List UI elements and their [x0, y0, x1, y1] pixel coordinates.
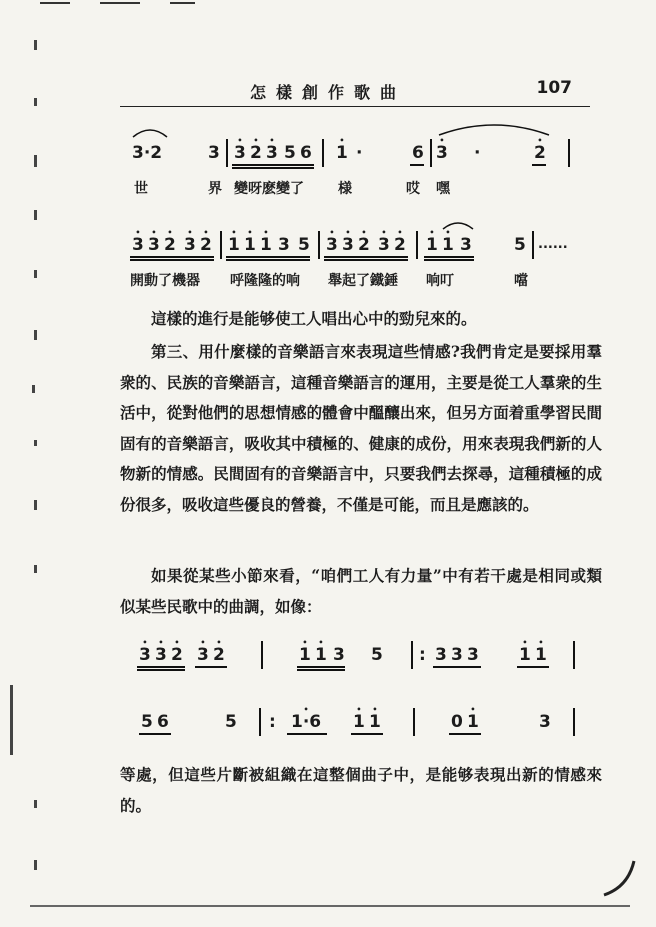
lyric: 變呀麽變了 [234, 181, 304, 197]
note: • 2 [534, 143, 546, 163]
beam-underline [424, 259, 474, 261]
note: 3 [460, 235, 472, 255]
beam-underline [449, 733, 481, 735]
beam-underline [297, 666, 345, 668]
top-scan-marks [30, 0, 230, 12]
bottom-scan-rule [30, 905, 630, 907]
note: • 2 [200, 235, 212, 255]
lyric: 開動了機器 [130, 273, 200, 289]
lyric: 响叮 [426, 273, 454, 289]
note: · [356, 143, 363, 163]
barline [259, 708, 261, 736]
beam-underline [232, 167, 314, 169]
lyric: 世 [134, 181, 148, 197]
beam-underline [433, 666, 481, 668]
beam-underline [130, 259, 214, 261]
page-number: 107 [536, 78, 572, 98]
note: • 2 [358, 235, 370, 255]
note: • 3 [342, 235, 354, 255]
note: • 3 [378, 235, 390, 255]
tie-mark [436, 121, 552, 137]
running-header [120, 78, 590, 107]
beam-underline [195, 666, 227, 668]
note: 6 [412, 143, 424, 163]
note: • 3 [436, 143, 448, 163]
note: • 3 [184, 235, 196, 255]
binding-marks [30, 30, 50, 910]
paragraph-text: 如果從某些小節來看，“咱們工人有力量”中有若干處是相同或類似某些民歌中的曲調，如像： [120, 566, 602, 616]
lyric: 呼隆隆的响 [230, 273, 300, 289]
note: • 1 [228, 235, 240, 255]
paragraph-3 [120, 561, 602, 622]
lyric: 界 [208, 181, 222, 197]
barline [318, 231, 320, 259]
note: · [474, 143, 481, 163]
note: 3 [539, 712, 551, 732]
beam-underline [410, 164, 424, 166]
note: : [269, 712, 276, 732]
note: • 2 [250, 143, 262, 163]
lyric: 舉起了鐵錘 [328, 273, 398, 289]
note: • 2 [171, 645, 183, 665]
beam-underline [297, 669, 345, 671]
barline [416, 231, 418, 259]
note: 3 [435, 645, 447, 665]
paragraph-text: 等處，但這些片斷被組織在這整個曲子中，是能够表現出新的情感來的。 [120, 765, 602, 815]
score-line-3 [135, 645, 595, 669]
note: • 1 [315, 645, 327, 665]
note: 5 [371, 645, 383, 665]
note: • 3 [148, 235, 160, 255]
note: 6 [157, 712, 169, 732]
barline [322, 139, 324, 167]
beam-underline [532, 164, 546, 166]
barline [261, 641, 263, 669]
paragraph-text: 這樣的進行是能够使工人唱出心中的勁兒來的。 [151, 309, 477, 328]
lyric: 哎 [406, 181, 420, 197]
score-line-2 [130, 235, 610, 259]
note: 3·2 [132, 143, 163, 163]
note: • 2 [164, 235, 176, 255]
note: • 1 [535, 645, 547, 665]
beam-underline [424, 256, 474, 258]
note: • 1·6 [291, 712, 321, 732]
note: 5 [141, 712, 153, 732]
note: • 1 [353, 712, 365, 732]
note: • 1 [299, 645, 311, 665]
note: 3 [278, 235, 290, 255]
note: • 1 [260, 235, 272, 255]
barline [226, 139, 228, 167]
note: • 3 [139, 645, 151, 665]
note: • 3 [132, 235, 144, 255]
barline [411, 641, 413, 669]
beam-underline [324, 256, 408, 258]
beam-underline [130, 256, 214, 258]
lyric: 噹 [514, 273, 528, 289]
note: • 1 [244, 235, 256, 255]
lyrics-line-2 [130, 270, 610, 290]
barline [568, 139, 570, 167]
note: ...... [538, 237, 568, 252]
note: 3 [208, 143, 220, 163]
beam-underline [139, 733, 171, 735]
beam-underline [226, 259, 310, 261]
note: : [419, 645, 426, 665]
paragraph-4 [120, 760, 602, 821]
barline [573, 641, 575, 669]
lyric: 様 [338, 181, 352, 197]
beam-underline [137, 669, 185, 671]
beam-underline [351, 733, 383, 735]
header-title: 怎樣創作歌曲 [250, 83, 407, 102]
note: • 3 [155, 645, 167, 665]
note: 6 [300, 143, 312, 163]
score-line-4 [135, 712, 595, 736]
slur-mark [130, 125, 170, 139]
note: • 2 [213, 645, 225, 665]
note: • 1 [336, 143, 348, 163]
beam-underline [324, 259, 408, 261]
beam-underline [226, 256, 310, 258]
barline [430, 139, 432, 167]
note: • 3 [197, 645, 209, 665]
note: 5 [225, 712, 237, 732]
note: 5 [284, 143, 296, 163]
note: 3 [467, 645, 479, 665]
note: 0 [451, 712, 463, 732]
note: 5 [514, 235, 526, 255]
barline [532, 231, 534, 259]
barline [573, 708, 575, 736]
note: 3 [333, 645, 345, 665]
lyric: 嘿 [436, 181, 450, 197]
note: • 1 [519, 645, 531, 665]
scan-curl-mark [598, 859, 638, 899]
paragraph-1 [120, 304, 602, 335]
note: • 2 [394, 235, 406, 255]
note: • 1 [442, 235, 454, 255]
beam-underline [137, 666, 185, 668]
barline [413, 708, 415, 736]
paragraph-2 [120, 337, 602, 520]
note: • 3 [326, 235, 338, 255]
barline [220, 231, 222, 259]
paragraph-text: 第三、用什麼樣的音樂語言來表現這些情感?我們肯定是要採用羣衆的、民族的音樂語言，這種音樂語言的運用，主要是從工人羣衆的生活中，從對他們的思想情感的體會中醞釀出來，但另方面着重學習民間固有的音樂語言，吸收其中積極的、健康的成份，用來表現我們新的人物新的情感。民間固有的音樂語言中，只要我們去探尋，這種積極的成份很多，吸收這些優良的營養，不僅是可能，而且是應該的。 [120, 342, 602, 514]
beam-underline [287, 733, 327, 735]
note: • 1 [369, 712, 381, 732]
lyrics-line-1 [130, 178, 590, 198]
note: 5 [298, 235, 310, 255]
note: • 1 [467, 712, 479, 732]
beam-underline [232, 164, 314, 166]
beam-underline [517, 666, 549, 668]
note: • 1 [426, 235, 438, 255]
note: • 3 [266, 143, 278, 163]
score-line-1 [130, 143, 590, 167]
note: 3 [451, 645, 463, 665]
note: • 3 [234, 143, 246, 163]
